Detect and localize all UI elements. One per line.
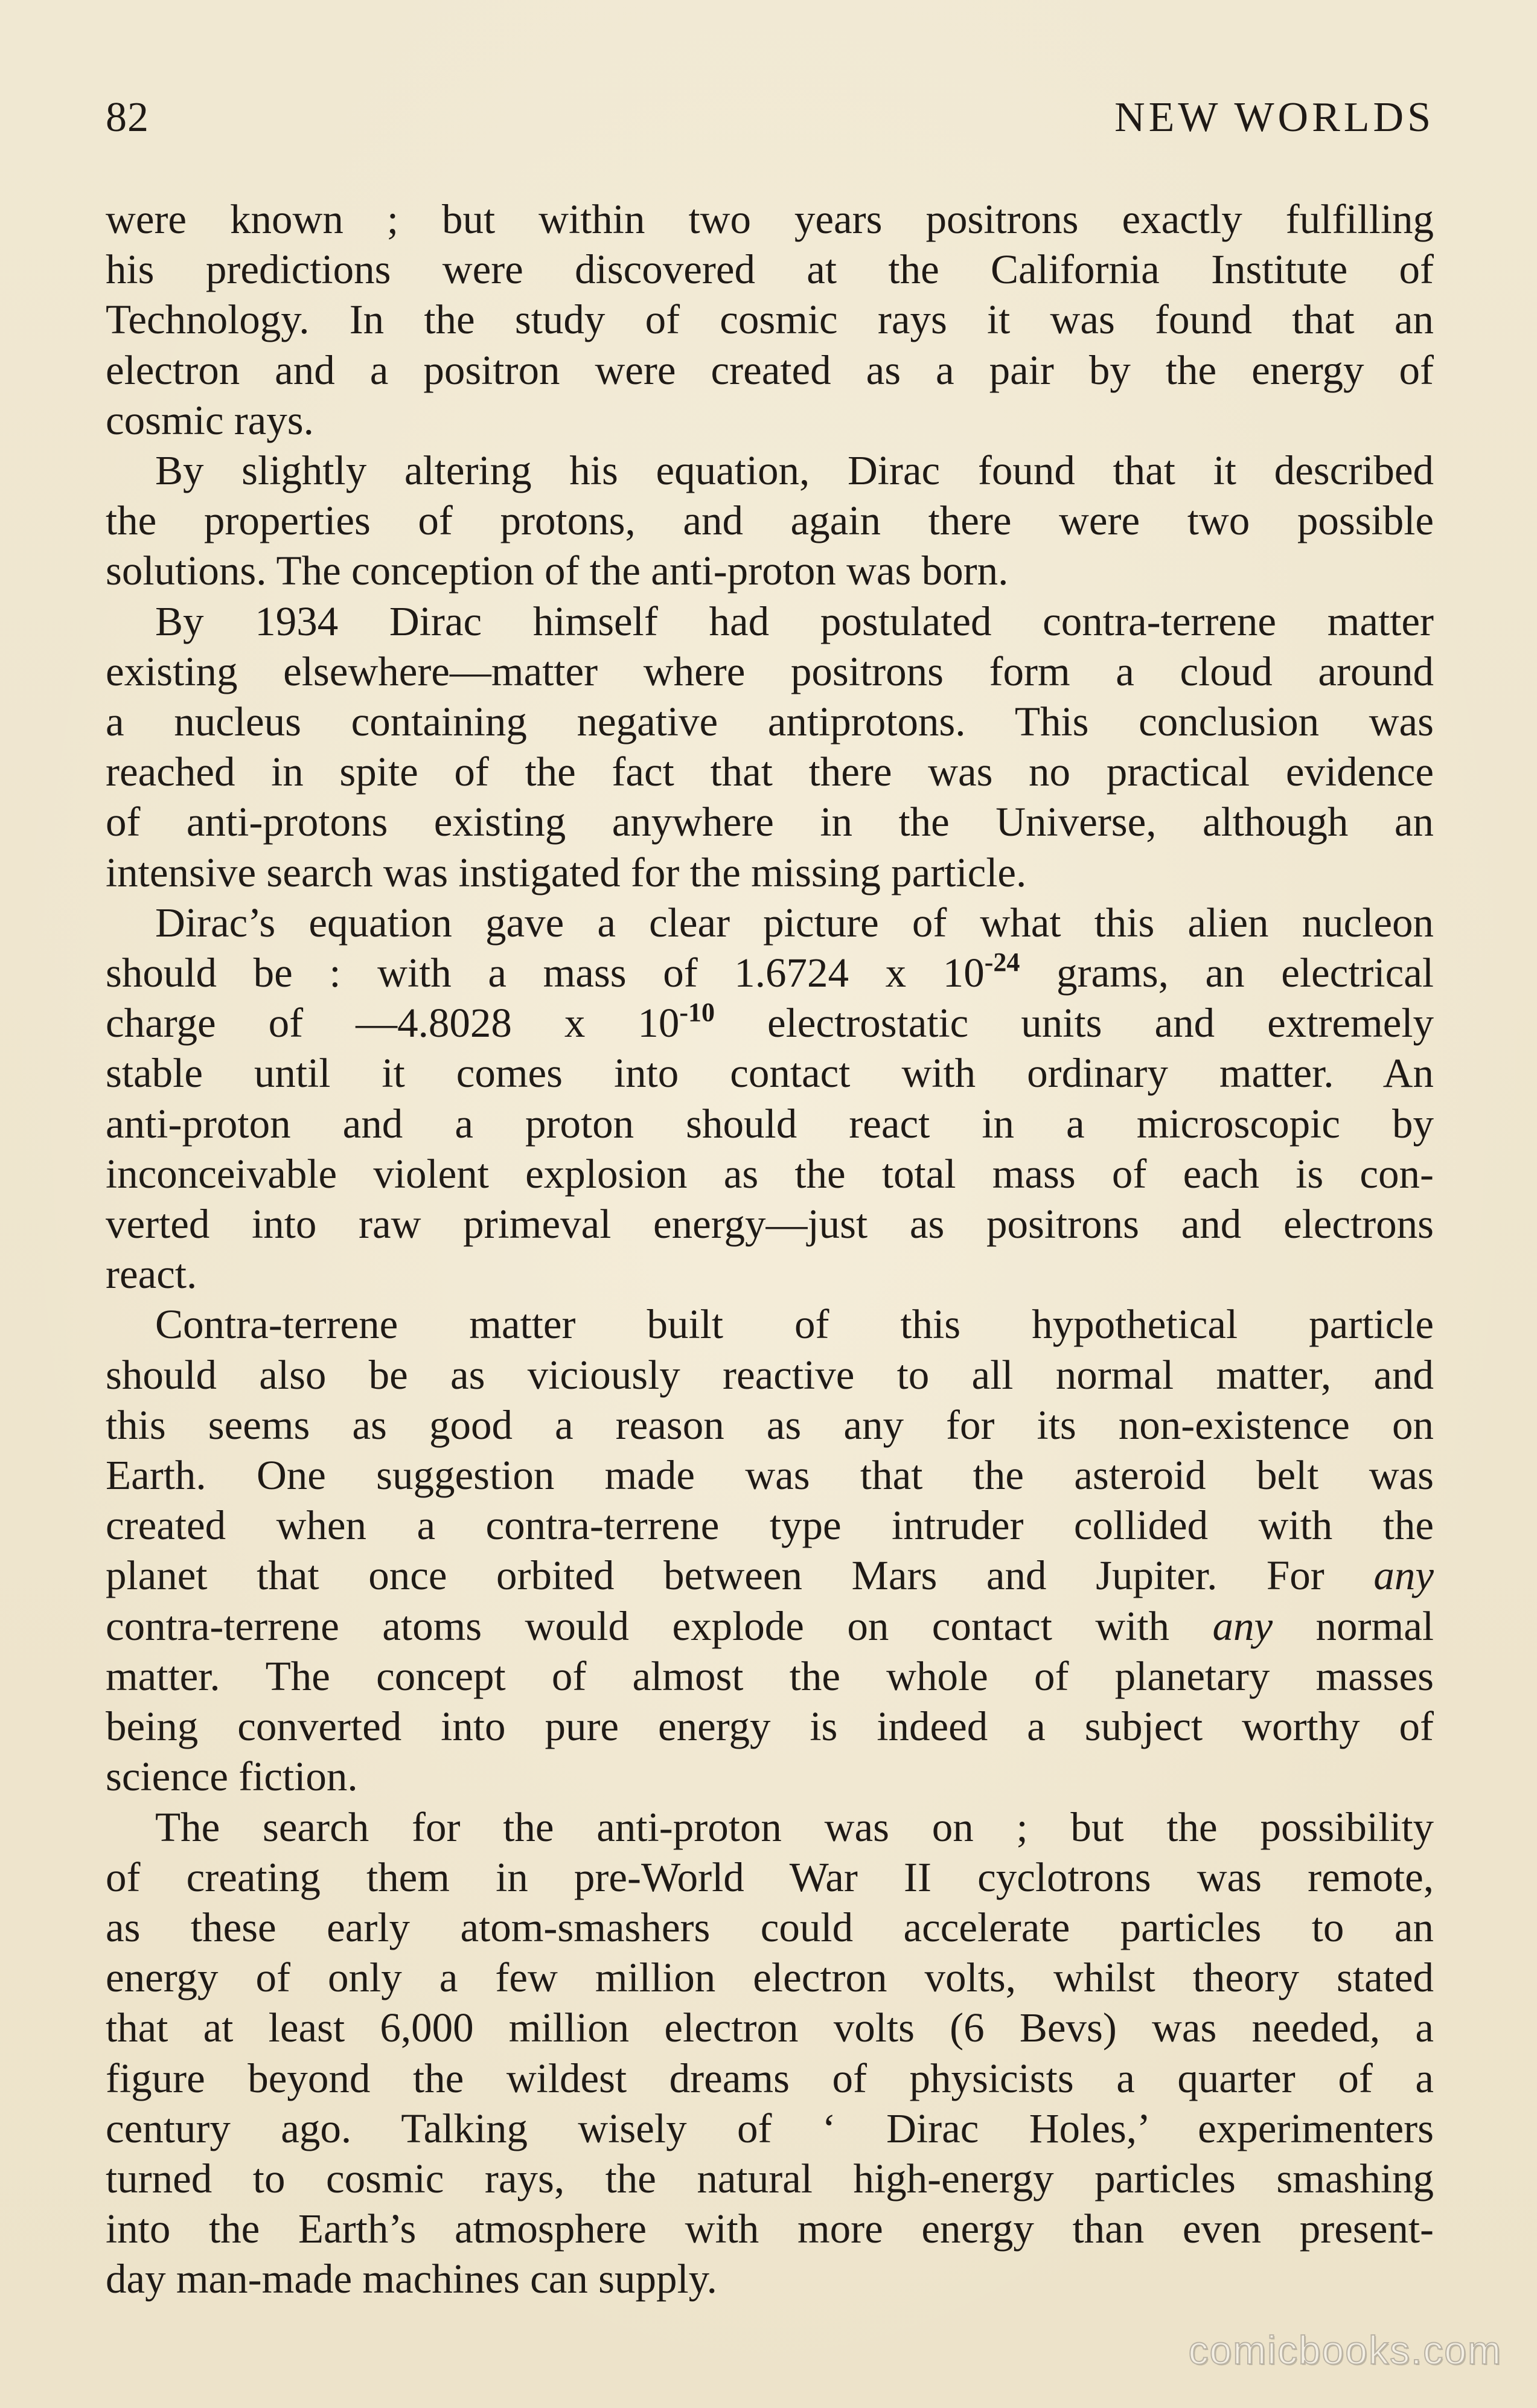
text-line-with-exponent: [106, 948, 1434, 998]
text-line: that at least 6,000 million electron volts (6 Bevs) was needed, a: [106, 2005, 1434, 2051]
text-line: existing elsewhere—matter where positrons form a cloud around: [106, 648, 1434, 694]
paragraph-5: [106, 1299, 1434, 1802]
text-line: By 1934 Dirac himself had postulated contra-terrene matter: [155, 598, 1434, 644]
text-line: of creating them in pre-World War II cyclotrons was remote,: [106, 1854, 1434, 1900]
paragraph-1: [106, 194, 1434, 446]
exponent: -24: [984, 947, 1020, 978]
text-line-with-italic: [106, 1551, 1434, 1601]
text-line: matter. The concept of almost the whole of planetary masses: [106, 1653, 1434, 1699]
text-fragment: contra-terrene atoms would explode on contact with: [106, 1603, 1213, 1649]
text-line: Dirac’s equation gave a clear picture of what this alien nucleon: [155, 899, 1434, 946]
text-line: century ago. Talking wisely of ‘ Dirac Holes,’ experimenters: [106, 2105, 1434, 2151]
italic-word: any: [1373, 1552, 1434, 1599]
exponent: -10: [679, 997, 715, 1028]
text-line: react.: [106, 1251, 197, 1298]
text-line-with-exponent: [106, 998, 1434, 1048]
text-line: anti-proton and a proton should react in a microscopic by: [106, 1100, 1434, 1147]
text-fragment: electrostatic units and extremely: [715, 1000, 1434, 1046]
text-line: Earth. One suggestion made was that the asteroid belt was: [106, 1452, 1434, 1499]
text-fragment: normal: [1273, 1603, 1434, 1649]
text-line: verted into raw primeval energy—just as positrons and electrons: [106, 1201, 1434, 1247]
running-title: NEW WORLDS: [1114, 94, 1434, 141]
text-line-with-italic: [106, 1601, 1434, 1651]
text-line: into the Earth’s atmosphere with more energy than even present-: [106, 2206, 1434, 2252]
text-line: inconceivable violent explosion as the total mass of each is con-: [106, 1150, 1434, 1197]
text-line: Technology. In the study of cosmic rays it was found that an: [106, 296, 1434, 343]
paragraph-4: [106, 898, 1434, 1300]
text-line: science fiction.: [106, 1753, 358, 1800]
text-fragment: should be : with a mass of 1.6724 x 10: [106, 950, 985, 996]
page-number: 82: [106, 94, 149, 141]
body-text: [106, 194, 1434, 2305]
text-line: turned to cosmic rays, the natural high-energy particles smashing: [106, 2155, 1434, 2201]
text-line: Contra-terrene matter built of this hypothetical particle: [155, 1301, 1434, 1348]
text-line: energy of only a few million electron volts, whilst theory stated: [106, 1955, 1434, 2001]
text-fragment: grams, an electrical: [1020, 950, 1434, 996]
text-line: figure beyond the wildest dreams of physicists a quarter of a: [106, 2055, 1434, 2101]
text-line: reached in spite of the fact that there was no practical evidence: [106, 749, 1434, 795]
text-line: a nucleus containing negative antiprotons. This conclusion was: [106, 699, 1434, 745]
text-line: should also be as viciously reactive to all normal matter, and: [106, 1351, 1434, 1398]
paragraph-6: [106, 1802, 1434, 2305]
text-line: The search for the anti-proton was on ; but the possibility: [155, 1804, 1434, 1850]
text-line: the properties of protons, and again there were two possible: [106, 498, 1434, 544]
text-line: day man-made machines can supply.: [106, 2256, 717, 2302]
text-line: being converted into pure energy is indeed a subject worthy of: [106, 1703, 1434, 1750]
text-fragment: charge of —4.8028 x 10: [106, 1000, 680, 1046]
text-line: cosmic rays.: [106, 397, 314, 443]
text-line: solutions. The conception of the anti-proton was born.: [106, 548, 1009, 594]
text-line: created when a contra-terrene type intruder collided with the: [106, 1502, 1434, 1549]
text-line: were known ; but within two years positrons exactly fulfilling: [106, 196, 1434, 242]
paragraph-3: [106, 597, 1434, 898]
text-line: stable until it comes into contact with ordinary matter. An: [106, 1050, 1434, 1097]
text-line: intensive search was instigated for the missing particle.: [106, 849, 1027, 895]
watermark: comicbooks.com: [1188, 2328, 1502, 2372]
text-line: electron and a positron were created as a pair by the energy of: [106, 347, 1434, 393]
text-line: his predictions were discovered at the California Institute of: [106, 246, 1434, 293]
text-line: By slightly altering his equation, Dirac found that it described: [155, 447, 1434, 494]
text-line: of anti-protons existing anywhere in the Universe, although an: [106, 799, 1434, 845]
text-fragment: planet that once orbited between Mars and Jupiter. For: [106, 1552, 1374, 1599]
italic-word: any: [1212, 1603, 1273, 1649]
paragraph-2: [106, 446, 1434, 597]
text-line: as these early atom-smashers could accelerate particles to an: [106, 1904, 1434, 1950]
text-line: this seems as good a reason as any for its non-existence on: [106, 1401, 1434, 1448]
running-head: [106, 94, 1434, 148]
